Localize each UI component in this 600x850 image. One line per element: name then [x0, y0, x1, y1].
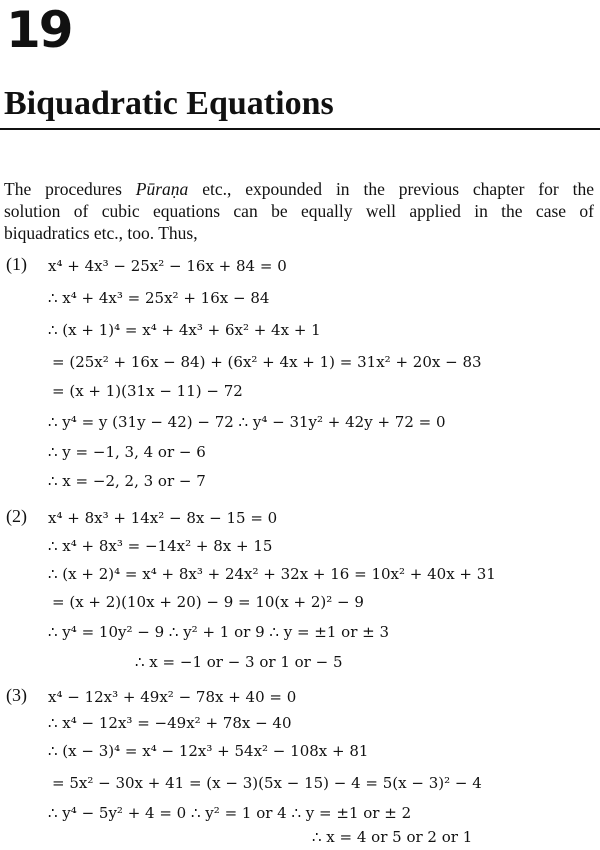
equation-line: ∴ (x − 3)⁴ = x⁴ − 12x³ + 54x² − 108x + 81 [48, 742, 369, 760]
intro-line-2: solution of cubic equations can be equally well applied in the case of [4, 201, 594, 221]
example-label: (2) [6, 506, 27, 526]
equation-line: ∴ (x + 2)⁴ = x⁴ + 8x³ + 24x² + 32x + 16 = 10x² + 40x + 31 [48, 565, 496, 583]
chapter-number: 19 [6, 1, 72, 59]
intro-text: etc., expounded in the previous chapter for the [188, 179, 595, 199]
equation-line: ∴ x⁴ + 8x³ = −14x² + 8x + 15 [48, 537, 273, 555]
equation-line: ∴ x = 4 or 5 or 2 or 1 [312, 828, 473, 846]
equation-line: ∴ x⁴ + 4x³ = 25x² + 16x − 84 [48, 289, 270, 307]
equation-line: ∴ (x + 1)⁴ = x⁴ + 4x³ + 6x² + 4x + 1 [48, 321, 321, 339]
equation-line: = (25x² + 16x − 84) + (6x² + 4x + 1) = 31x² + 20x − 83 [52, 353, 482, 371]
equation-line: = (x + 1)(31x − 11) − 72 [52, 382, 243, 400]
equation-line: ∴ x = −1 or − 3 or 1 or − 5 [135, 653, 343, 671]
chapter-title: Biquadratic Equations [4, 85, 334, 122]
intro-text: The procedures [4, 179, 136, 199]
equation-line: ∴ y⁴ − 5y² + 4 = 0 ∴ y² = 1 or 4 ∴ y = ±1 or ± 2 [48, 804, 412, 822]
intro-term: Pūraṇa [135, 179, 189, 199]
equation-line: ∴ x⁴ − 12x³ = −49x² + 78x − 40 [48, 714, 292, 732]
intro-line-3: biquadratics etc., too. Thus, [4, 223, 198, 243]
equation-line: = (x + 2)(10x + 20) − 9 = 10(x + 2)² − 9 [52, 593, 364, 611]
equation-line: ∴ y⁴ = y (31y − 42) − 72 ∴ y⁴ − 31y² + 42y + 72 = 0 [48, 413, 446, 431]
intro-paragraph [4, 178, 594, 244]
title-rule [0, 128, 600, 130]
equation-line: ∴ y = −1, 3, 4 or − 6 [48, 443, 206, 461]
equation-line: = 5x² − 30x + 41 = (x − 3)(5x − 15) − 4 = 5(x − 3)² − 4 [52, 774, 482, 792]
equation-line: ∴ x = −2, 2, 3 or − 7 [48, 472, 206, 490]
equation-line: x⁴ + 8x³ + 14x² − 8x − 15 = 0 [48, 509, 278, 527]
example-label: (3) [6, 685, 27, 705]
equation-line: x⁴ − 12x³ + 49x² − 78x + 40 = 0 [48, 688, 297, 706]
example-label: (1) [6, 254, 27, 274]
intro-line-1 [4, 178, 594, 200]
equation-line: ∴ y⁴ = 10y² − 9 ∴ y² + 1 or 9 ∴ y = ±1 or ± 3 [48, 623, 390, 641]
equation-line: x⁴ + 4x³ − 25x² − 16x + 84 = 0 [48, 257, 287, 275]
